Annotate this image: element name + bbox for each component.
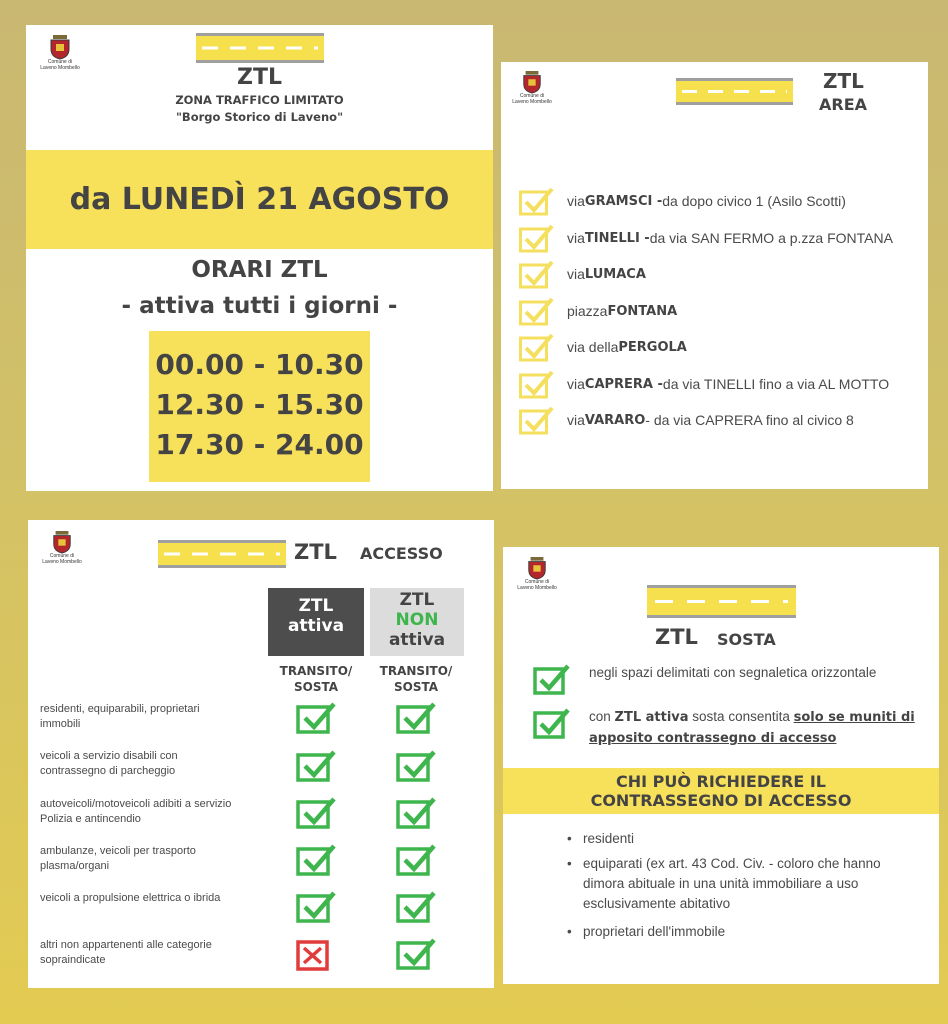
column-subheader: TRANSITO/ SOSTA bbox=[279, 664, 353, 694]
vehicle-category: ambulanze, veicoli per trasporto plasma/organi bbox=[40, 845, 196, 872]
column-subheader: TRANSITO/ SOSTA bbox=[379, 664, 453, 694]
check-icon bbox=[396, 842, 438, 876]
vehicle-category: autoveicoli/motoveicoli adibiti a servizio Polizia e antincendio bbox=[40, 798, 232, 825]
check-icon bbox=[519, 332, 555, 362]
time-slot: 17.30 - 24.00 bbox=[155, 428, 364, 461]
panel-subtitle: AREA bbox=[819, 95, 868, 114]
vehicle-category: altri non appartenenti alle categorie sopraindicate bbox=[40, 939, 212, 966]
road-icon bbox=[196, 33, 324, 63]
vehicle-category: veicoli a servizio disabili con contrassegno di parcheggio bbox=[40, 750, 178, 777]
page-subtitle: ZONA TRAFFICO LIMITATO bbox=[175, 93, 344, 107]
list-item: • proprietari dell'immobile bbox=[567, 922, 907, 942]
check-icon bbox=[396, 795, 438, 829]
check-icon bbox=[396, 748, 438, 782]
check-icon bbox=[519, 223, 555, 253]
column-header-active: ZTL attiva bbox=[268, 588, 364, 656]
coat-of-arms-icon bbox=[48, 34, 72, 60]
road-icon bbox=[158, 540, 286, 568]
street-item: via GRAMSCI - da dopo civico 1 (Asilo Scotti) bbox=[519, 186, 846, 216]
logo-caption: Comune di Laveno Mombello bbox=[40, 59, 80, 71]
street-item: piazza FONTANA bbox=[519, 296, 677, 326]
check-icon bbox=[533, 707, 571, 739]
street-item: via VARARO - da via CAPRERA fino al civico 8 bbox=[519, 405, 854, 435]
date-banner bbox=[26, 150, 493, 249]
check-icon bbox=[296, 748, 338, 782]
coat-of-arms-icon bbox=[526, 556, 548, 580]
vehicle-category: veicoli a propulsione elettrica o ibrida bbox=[40, 892, 221, 904]
street-item: via CAPRERA - da via TINELLI fino a via AL MOTTO bbox=[519, 369, 889, 399]
check-icon bbox=[519, 296, 555, 326]
logo-caption: Comune di Laveno Mombello bbox=[42, 553, 82, 565]
vehicle-category: residenti, equiparabili, proprietari immobili bbox=[40, 703, 200, 730]
check-icon bbox=[396, 700, 438, 734]
street-item: via della PERGOLA bbox=[519, 332, 687, 362]
list-item: • equiparati (ex art. 43 Cod. Civ. - coloro che hanno dimora abituale in una unità immobiliare a uso esclusivamente abitativo bbox=[567, 854, 907, 914]
municipality-logo bbox=[502, 70, 562, 105]
street-item: via LUMACA bbox=[519, 259, 646, 289]
municipality-logo bbox=[32, 530, 92, 565]
check-icon bbox=[296, 795, 338, 829]
panel-title: ZTL bbox=[294, 540, 337, 564]
orari-subtitle: - attiva tutti i giorni - bbox=[121, 293, 398, 319]
list-item: • residenti bbox=[567, 829, 907, 849]
place-name: "Borgo Storico di Laveno" bbox=[175, 110, 344, 124]
check-icon bbox=[296, 889, 338, 923]
check-icon bbox=[519, 259, 555, 289]
accesso-panel bbox=[28, 520, 494, 988]
check-icon bbox=[519, 186, 555, 216]
start-date: da LUNEDÌ 21 AGOSTO bbox=[69, 182, 450, 217]
check-icon bbox=[296, 700, 338, 734]
panel-subtitle: ACCESSO bbox=[360, 544, 443, 563]
check-icon bbox=[396, 889, 438, 923]
parking-rule: con ZTL attiva sosta consentita solo se muniti di apposito contrassegno di accesso bbox=[533, 707, 919, 749]
time-slots bbox=[149, 331, 370, 482]
area-panel bbox=[501, 62, 928, 489]
logo-caption: Comune di Laveno Mombello bbox=[517, 579, 557, 591]
time-slot: 00.00 - 10.30 bbox=[155, 348, 364, 381]
check-icon bbox=[296, 842, 338, 876]
column-header-inactive: ZTL NON attiva bbox=[370, 588, 464, 656]
check-icon bbox=[519, 369, 555, 399]
coat-of-arms-icon bbox=[51, 530, 73, 554]
page-title: ZTL bbox=[237, 65, 282, 90]
permit-banner: CHI PUÒ RICHIEDERE IL CONTRASSEGNO DI ACCESSO bbox=[503, 768, 939, 814]
panel-title: ZTL bbox=[655, 625, 698, 649]
orari-title: ORARI ZTL bbox=[191, 257, 328, 283]
street-item: via TINELLI - da via SAN FERMO a p.zza FONTANA bbox=[519, 223, 893, 253]
panel-title: ZTL bbox=[823, 69, 864, 93]
road-icon bbox=[647, 585, 796, 618]
panel-subtitle: SOSTA bbox=[717, 630, 776, 649]
municipality-logo bbox=[507, 556, 567, 591]
parking-rule: negli spazi delimitati con segnaletica orizzontale bbox=[533, 663, 919, 695]
orari-panel bbox=[26, 25, 493, 491]
cross-icon bbox=[296, 937, 338, 971]
check-icon bbox=[533, 663, 571, 695]
check-icon bbox=[519, 405, 555, 435]
sosta-panel bbox=[503, 547, 939, 984]
logo-caption: Comune di Laveno Mombello bbox=[512, 93, 552, 105]
check-icon bbox=[396, 936, 438, 970]
time-slot: 12.30 - 15.30 bbox=[155, 388, 364, 421]
coat-of-arms-icon bbox=[521, 70, 543, 94]
road-icon bbox=[676, 78, 793, 105]
